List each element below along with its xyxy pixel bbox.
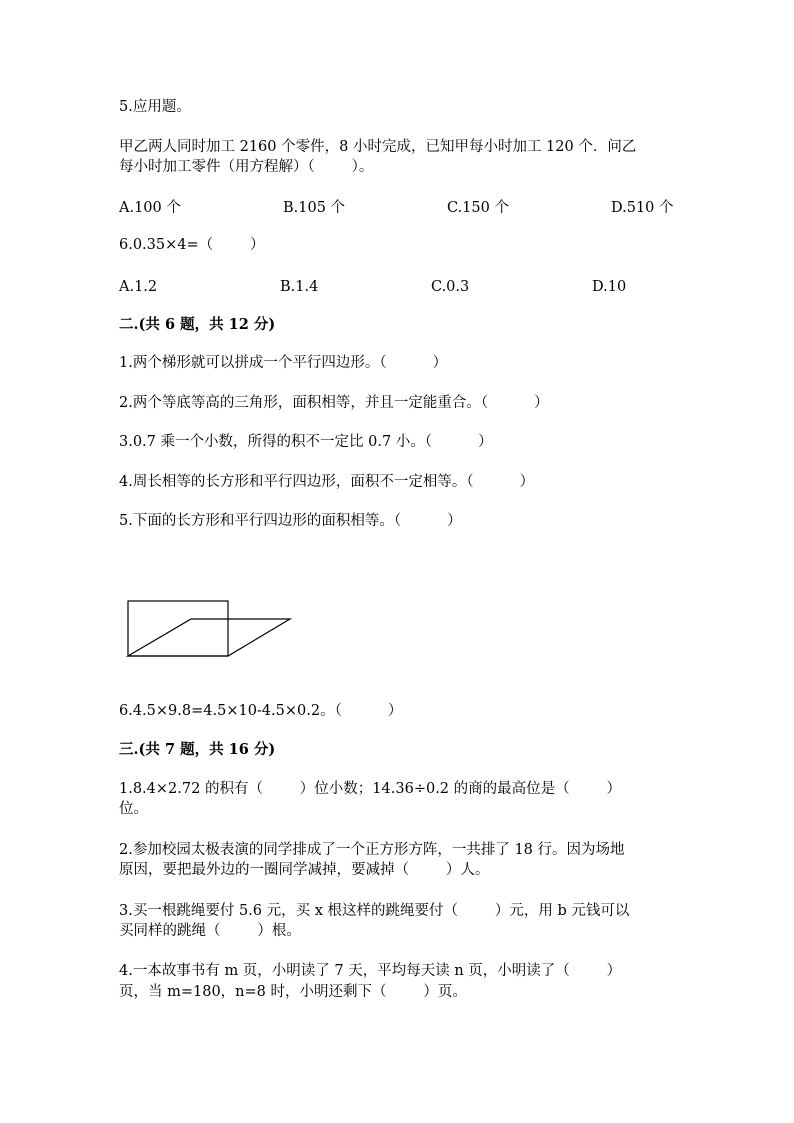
fill-q1-line-2: 位。 [119,801,148,817]
judge-item-5: 5.下面的长方形和平行四边形的面积相等。（ ） [119,513,462,529]
question-5-text-line-1: 甲乙两人同时加工 2160 个零件，8 小时完成，已知甲每小时加工 120 个．问乙 [119,139,637,155]
fill-q3-line-1: 3.买一根跳绳要付 5.6 元，买 x 根这样的跳绳要付（ ）元，用 b 元钱可以 [119,903,630,919]
question-5-option-d: D.510 个 [611,200,674,216]
fill-q1-line-1: 1.8.4×2.72 的积有（ ）位小数；14.36÷0.2 的商的最高位是（ ） [119,781,622,797]
question-5-option-c: C.150 个 [447,200,509,216]
fill-q2-line-2: 原因，要把最外边的一圈同学减掉，要减掉（ ）人。 [119,862,490,878]
judge-item-2: 2.两个等底等高的三角形，面积相等，并且一定能重合。（ ） [119,395,549,411]
question-6-option-d: D.10 [592,279,627,295]
judge-item-3: 3.0.7 乘一个小数，所得的积不一定比 0.7 小。（ ） [119,434,493,450]
fill-q2-line-1: 2.参加校园太极表演的同学排成了一个正方形方阵，一共排了 18 行。因为场地 [119,842,625,858]
question-6-option-b: B.1.4 [280,279,319,295]
section-3-heading: 三.(共 7 题，共 16 分) [119,741,276,758]
question-6-text: 6.0.35×4=（ ） [119,237,265,253]
parallelogram-shape [128,619,290,656]
question-5-text-line-2: 每小时加工零件（用方程解）（ ）。 [119,159,374,175]
judge-item-1: 1.两个梯形就可以拼成一个平行四边形。（ ） [119,355,448,371]
question-5-title: 5.应用题。 [119,99,191,115]
judge-item-4: 4.周长相等的长方形和平行四边形，面积不一定相等。（ ） [119,474,535,490]
question-6-option-a: A.1.2 [119,279,158,295]
fill-q4-line-2: 页，当 m=180，n=8 时，小明还剩下（ ）页。 [119,984,467,1000]
question-5-option-a: A.100 个 [119,200,181,216]
section-2-heading: 二.(共 6 题，共 12 分) [119,316,276,333]
fill-q4-line-1: 4.一本故事书有 m 页，小明读了 7 天，平均每天读 n 页，小明读了（ ） [119,963,622,979]
rectangle-parallelogram-figure [124,588,296,662]
question-5-option-b: B.105 个 [283,200,346,216]
judge-item-6: 6.4.5×9.8=4.5×10-4.5×0.2。（ ） [119,703,403,719]
fill-q3-line-2: 买同样的跳绳（ ）根。 [119,923,301,939]
question-6-option-c: C.0.3 [431,279,470,295]
